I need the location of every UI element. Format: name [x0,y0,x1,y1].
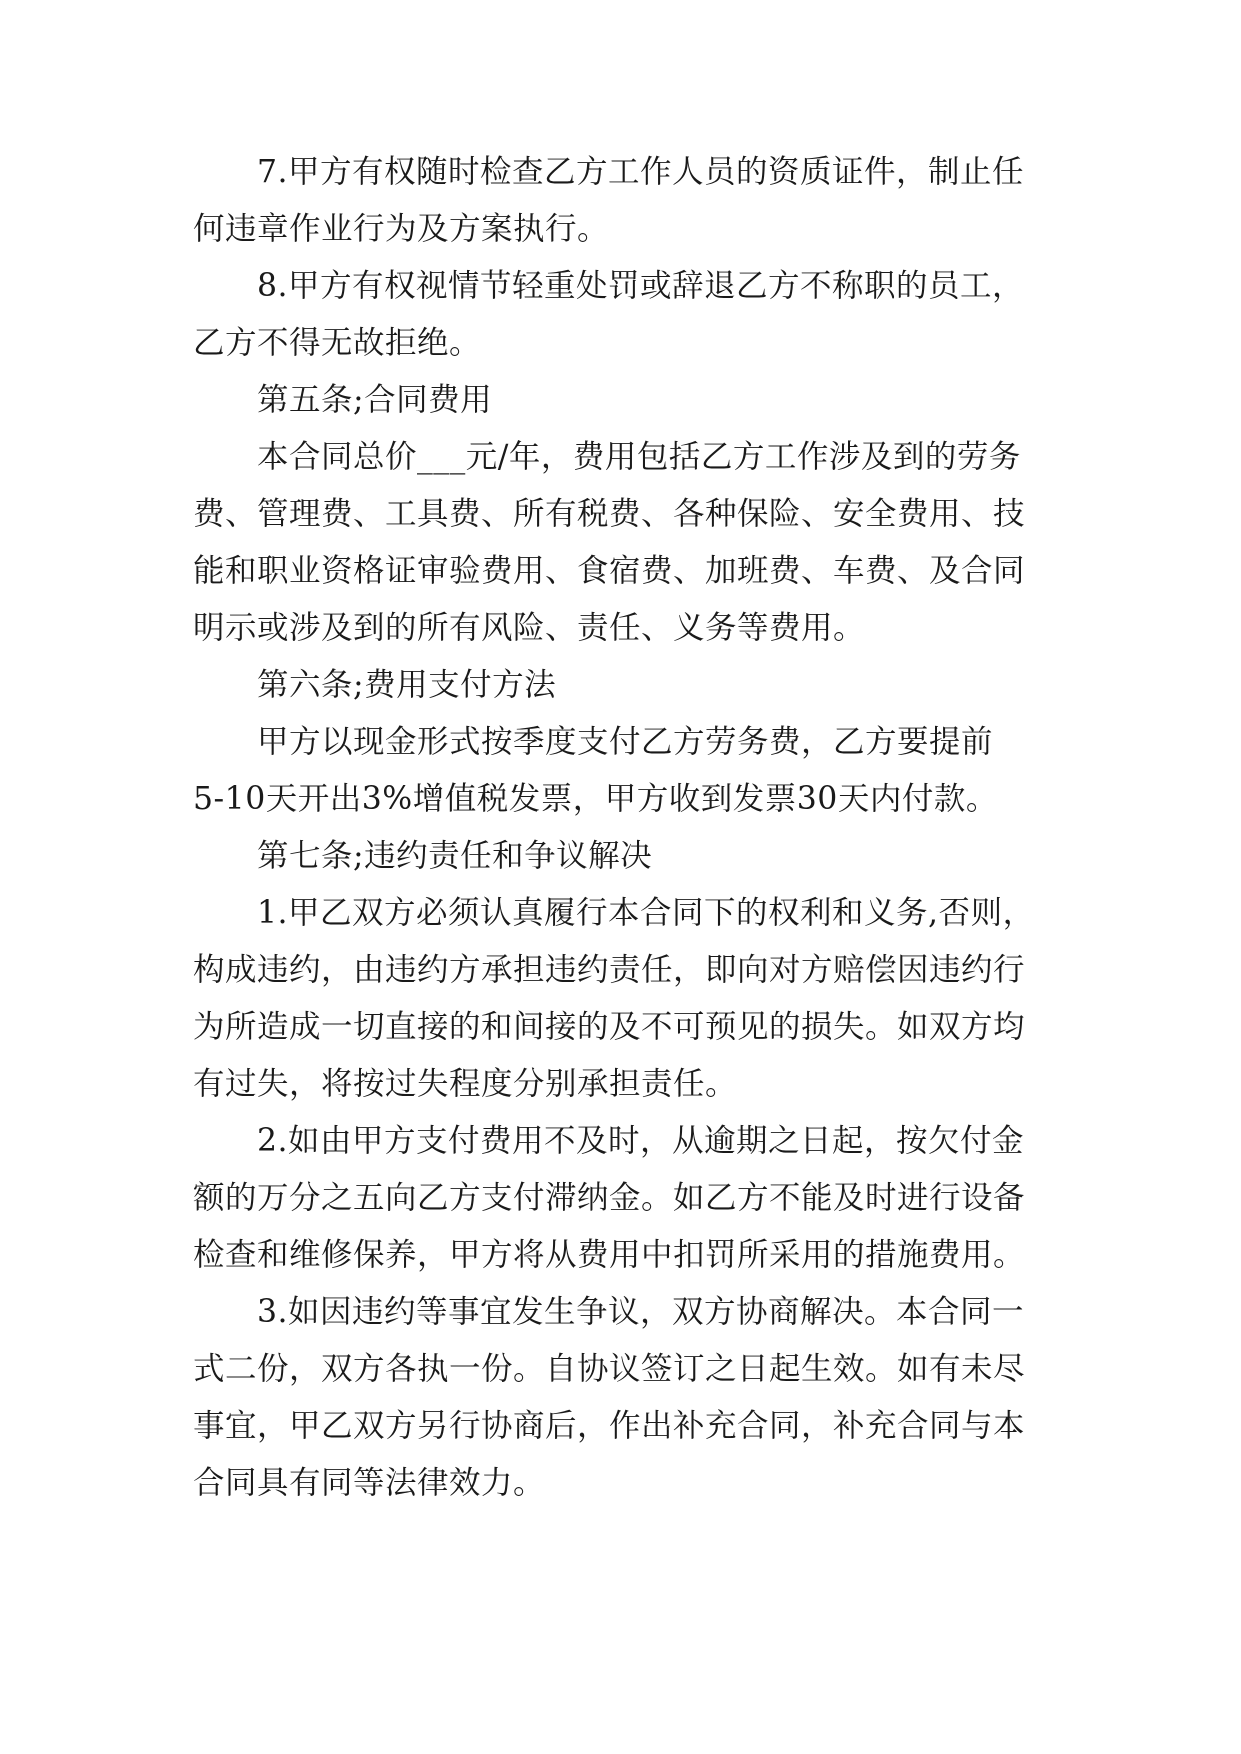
article-5-line-3: 能和职业资格证审验费用、食宿费、加班费、车费、及合同 [193,553,1026,589]
article-7-item-1-line-3: 为所造成一切直接的和间接的及不可预见的损失。如双方均 [193,1009,1026,1045]
article-7-item-2-line-1: 2.如由甲方支付费用不及时，从逾期之日起，按欠付金 [257,1123,1025,1159]
article-7-item-3-line-2: 式二份，双方各执一份。自协议签订之日起生效。如有未尽 [193,1351,1026,1387]
article-7-item-1-line-2: 构成违约，由违约方承担违约责任，即向对方赔偿因违约行 [193,952,1026,988]
article-7-item-3-line-3: 事宜，甲乙双方另行协商后，作出补充合同，补充合同与本 [193,1408,1026,1444]
article-5-line-4: 明示或涉及到的所有风险、责任、义务等费用。 [193,610,866,646]
article-6-heading: 第六条;费用支付方法 [257,667,557,703]
article-6-line-1: 甲方以现金形式按季度支付乙方劳务费，乙方要提前 [257,724,994,760]
article-5-heading: 第五条;合同费用 [257,382,493,418]
clause-8-line-2: 乙方不得无故拒绝。 [193,325,482,361]
article-7-item-1-line-1: 1.甲乙双方必须认真履行本合同下的权利和义务,否则， [257,895,1035,931]
article-7-item-1-line-4: 有过失，将按过失程度分别承担责任。 [193,1066,738,1102]
clause-8-line-1: 8.甲方有权视情节轻重处罚或辞退乙方不称职的员工， [257,268,1025,304]
article-7-item-2-line-2: 额的万分之五向乙方支付滞纳金。如乙方不能及时进行设备 [193,1180,1026,1216]
article-6-line-2: 5-10天开出3%增值税发票，甲方收到发票30天内付款。 [193,781,998,817]
article-5-line-1: 本合同总价___元/年，费用包括乙方工作涉及到的劳务 [257,439,1021,475]
article-7-item-3-line-1: 3.如因违约等事宜发生争议，双方协商解决。本合同一 [257,1294,1025,1330]
article-5-line-2: 费、管理费、工具费、所有税费、各种保险、安全费用、技 [193,496,1026,532]
article-7-item-2-line-3: 检查和维修保养，甲方将从费用中扣罚所采用的措施费用。 [193,1237,1026,1273]
article-7-heading: 第七条;违约责任和争议解决 [257,838,653,874]
article-7-item-3-line-4: 合同具有同等法律效力。 [193,1465,546,1501]
clause-7-line-1: 7.甲方有权随时检查乙方工作人员的资质证件，制止任 [257,154,1025,190]
clause-7-line-2: 何违章作业行为及方案执行。 [193,211,610,247]
